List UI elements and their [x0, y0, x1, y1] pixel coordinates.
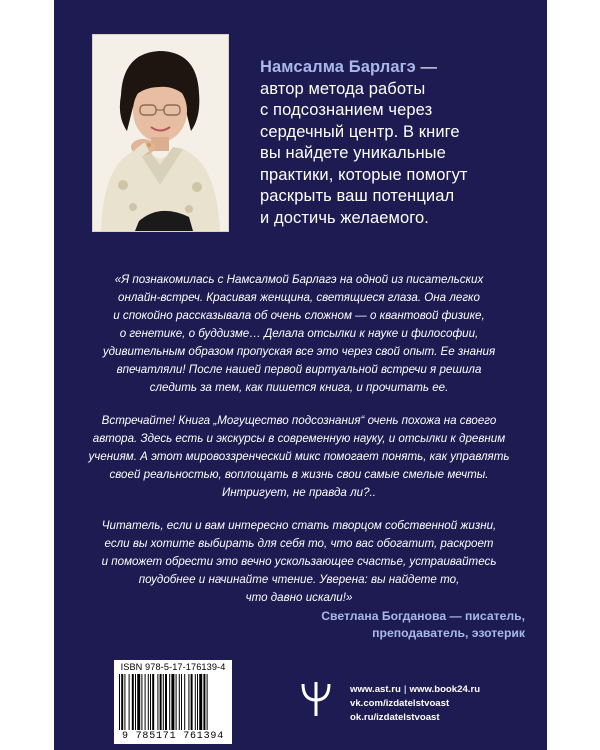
link-separator: |	[403, 684, 407, 695]
author-line: с подсознанием через	[260, 101, 433, 119]
quote-line: «Я познакомилась с Намсалмой Барлагэ на одной из писательских	[114, 273, 484, 286]
quote-line: впечатляли! После нашей первой виртуальной встречи я решила	[116, 363, 482, 376]
signature-line-2: преподаватель, эзотерик	[372, 626, 525, 640]
quote-paragraph-1	[64, 271, 534, 397]
barcode-bars	[117, 674, 229, 730]
isbn-number: ISBN 978-5-17-176139-4	[120, 662, 226, 672]
quote-line: своей реальностью, воплощать в жизнь свои самые смелые мечты.	[109, 468, 489, 481]
review-quote	[64, 271, 534, 622]
ast-psi-logo-icon	[299, 678, 333, 718]
quote-line: о генетике, о буддизме… Делала отсылки к науке и философии,	[119, 327, 479, 340]
author-blurb	[260, 57, 510, 229]
author-line: автор метода работы	[260, 79, 426, 98]
quote-line: Интригует, не правда ли?..	[222, 486, 376, 499]
link-ast[interactable]: www.ast.ru	[350, 684, 401, 695]
quote-line: и поможет обрести это вечно ускользающее счастье, устраивайтесь	[101, 555, 497, 568]
review-signature	[321, 608, 525, 642]
quote-line: автора. Здесь есть и экскурсы в современную науку, и отсылки к древним	[92, 432, 506, 445]
quote-line: и спокойно рассказывала об очень сложном — о квантовой физике,	[113, 309, 485, 322]
back-cover	[54, 0, 547, 750]
quote-line: Встречайте! Книга „Могущество подсознания“ очень похожа на своего	[101, 414, 497, 427]
quote-line: поудобнее и начинайте чтение. Уверена: вы найдете то,	[138, 573, 460, 586]
author-line: вы найдете уникальные	[260, 144, 446, 162]
author-dash: —	[415, 58, 438, 76]
isbn-barcode	[114, 660, 232, 744]
author-photo	[92, 34, 229, 232]
link-ok[interactable]: ok.ru/izdatelstvoast	[350, 712, 440, 723]
quote-line: учениям. А этот мировоззренческий микс помогает понять, как управлять	[88, 450, 510, 463]
quote-line: что давно искали!»	[245, 591, 353, 604]
author-line: раскрыть ваш потенциал	[260, 187, 455, 205]
quote-line: удивительным образом пропуская все это через свой опыт. Ее знания	[102, 345, 496, 358]
quote-paragraph-2	[64, 412, 534, 502]
author-portrait-image	[93, 35, 228, 231]
link-vk[interactable]: vk.com/izdatelstvoast	[350, 698, 450, 709]
quote-line: следить за тем, как пишется книга, и прочитать ее.	[149, 381, 449, 394]
author-line: сердечный центр. В книге	[260, 122, 460, 141]
author-name: Намсалма Барлагэ	[260, 58, 416, 76]
author-line: и достичь желаемого.	[260, 208, 429, 227]
publisher-links	[350, 683, 480, 725]
links-row-1	[350, 683, 480, 697]
barcode-digits: 9 785171 761394	[121, 731, 224, 742]
author-line: практики, которые помогут	[260, 165, 468, 184]
link-book24[interactable]: www.book24.ru	[409, 684, 481, 695]
signature-line-1: Светлана Богданова — писатель,	[321, 609, 525, 623]
quote-line: если вы хотите выбирать для себя то, что вас обогатит, раскроет	[104, 537, 494, 550]
quote-paragraph-3	[64, 517, 534, 607]
quote-line: онлайн-встреч. Красивая женщина, светящиеся глаза. Она легко	[118, 291, 480, 304]
quote-line: Читатель, если и вам интересно стать творцом собственной жизни,	[101, 519, 497, 532]
